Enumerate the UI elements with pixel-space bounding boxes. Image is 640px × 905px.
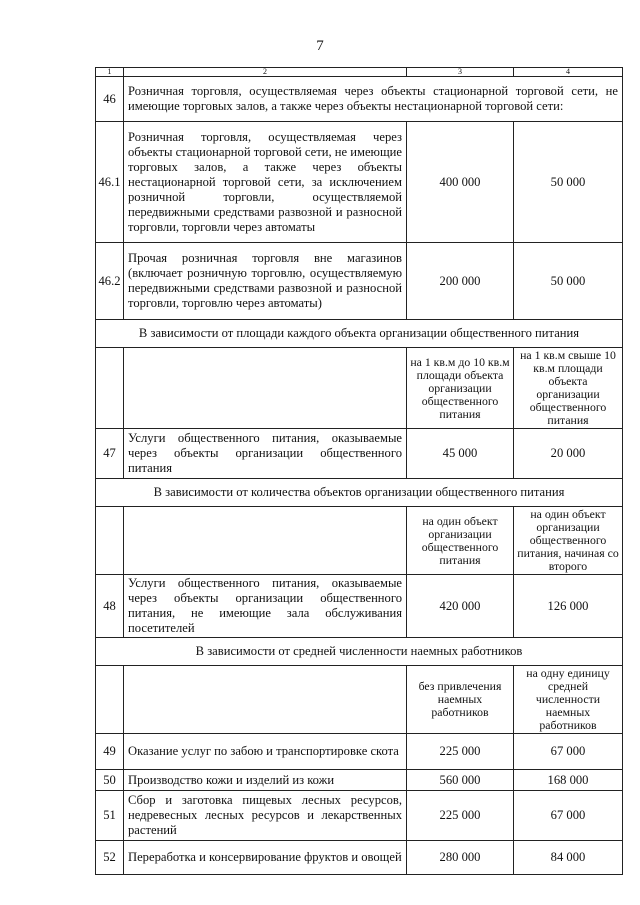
value-col3: 225 000 (407, 791, 514, 841)
section-heading: В зависимости от площади каждого объекта организации общественного питания (96, 320, 623, 348)
subheader-col4: на 1 кв.м свыше 10 кв.м площади объекта организации общественного питания (514, 348, 623, 429)
section-row (96, 638, 623, 666)
table-row (96, 575, 623, 638)
subheader-row (96, 507, 623, 575)
value-col3: 560 000 (407, 770, 514, 791)
row-description: Розничная торговля, осуществляемая через объекты стационарной торговой сети, не имеющие торговых залов, а также через объекты нестационарной торговой сети, за исключением розничной торговли, осуществляемой передвижными средствами развозной и разносной торговли, торговли через автоматы (124, 122, 407, 243)
row-description: Услуги общественного питания, оказываемые через объекты организации общественного питания, не имеющие зала обслуживания посетителей (124, 575, 407, 638)
row-number: 48 (96, 575, 124, 638)
value-col4: 20 000 (514, 429, 623, 479)
column-number: 3 (407, 68, 514, 77)
empty-cell (124, 507, 407, 575)
value-col4: 126 000 (514, 575, 623, 638)
value-col3: 45 000 (407, 429, 514, 479)
row-number: 51 (96, 791, 124, 841)
row-number: 46.2 (96, 243, 124, 320)
empty-cell (96, 348, 124, 429)
subheader-row (96, 348, 623, 429)
row-description: Переработка и консервирование фруктов и овощей (124, 841, 407, 875)
value-col3: 280 000 (407, 841, 514, 875)
value-col4: 50 000 (514, 243, 623, 320)
row-number: 52 (96, 841, 124, 875)
value-col3: 400 000 (407, 122, 514, 243)
value-col4: 50 000 (514, 122, 623, 243)
section-row (96, 320, 623, 348)
value-col4: 67 000 (514, 791, 623, 841)
value-col3: 200 000 (407, 243, 514, 320)
subheader-col3: на 1 кв.м до 10 кв.м площади объекта организации общественного питания (407, 348, 514, 429)
table-row (96, 77, 623, 122)
empty-cell (124, 666, 407, 734)
row-number: 47 (96, 429, 124, 479)
table-row (96, 791, 623, 841)
column-number: 4 (514, 68, 623, 77)
empty-cell (124, 348, 407, 429)
subheader-col4: на один объект организации общественного питания, начиная со второго (514, 507, 623, 575)
subheader-row (96, 666, 623, 734)
tariff-table (95, 67, 623, 875)
table-row (96, 770, 623, 791)
row-description: Розничная торговля, осуществляемая через объекты стационарной торговой сети, не имеющие торговых залов, а также через объекты нестационарной торговой сети: (124, 77, 623, 122)
table-row (96, 243, 623, 320)
value-col3: 225 000 (407, 734, 514, 770)
row-number: 49 (96, 734, 124, 770)
row-number: 50 (96, 770, 124, 791)
page-number: 7 (316, 38, 324, 54)
value-col4: 67 000 (514, 734, 623, 770)
column-number: 2 (124, 68, 407, 77)
value-col4: 84 000 (514, 841, 623, 875)
row-description: Производство кожи и изделий из кожи (124, 770, 407, 791)
subheader-col3: на один объект организации общественного питания (407, 507, 514, 575)
table-row (96, 429, 623, 479)
row-number: 46 (96, 77, 124, 122)
row-description: Оказание услуг по забою и транспортировке скота (124, 734, 407, 770)
value-col4: 168 000 (514, 770, 623, 791)
section-row (96, 479, 623, 507)
table-row (96, 841, 623, 875)
value-col3: 420 000 (407, 575, 514, 638)
column-number-row (96, 68, 623, 77)
subheader-col4: на одну единицу средней численности наемных работников (514, 666, 623, 734)
table-row (96, 122, 623, 243)
column-number: 1 (96, 68, 124, 77)
subheader-col3: без привлечения наемных работников (407, 666, 514, 734)
row-description: Сбор и заготовка пищевых лесных ресурсов, недревесных лесных ресурсов и лекарственных растений (124, 791, 407, 841)
row-number: 46.1 (96, 122, 124, 243)
section-heading: В зависимости от количества объектов организации общественного питания (96, 479, 623, 507)
empty-cell (96, 666, 124, 734)
section-heading: В зависимости от средней численности наемных работников (96, 638, 623, 666)
row-description: Прочая розничная торговля вне магазинов (включает розничную торговлю, осуществляемую передвижными средствами развозной и разносной торговли, торговлю через автоматы) (124, 243, 407, 320)
table-row (96, 734, 623, 770)
empty-cell (96, 507, 124, 575)
row-description: Услуги общественного питания, оказываемые через объекты организации общественного питания (124, 429, 407, 479)
